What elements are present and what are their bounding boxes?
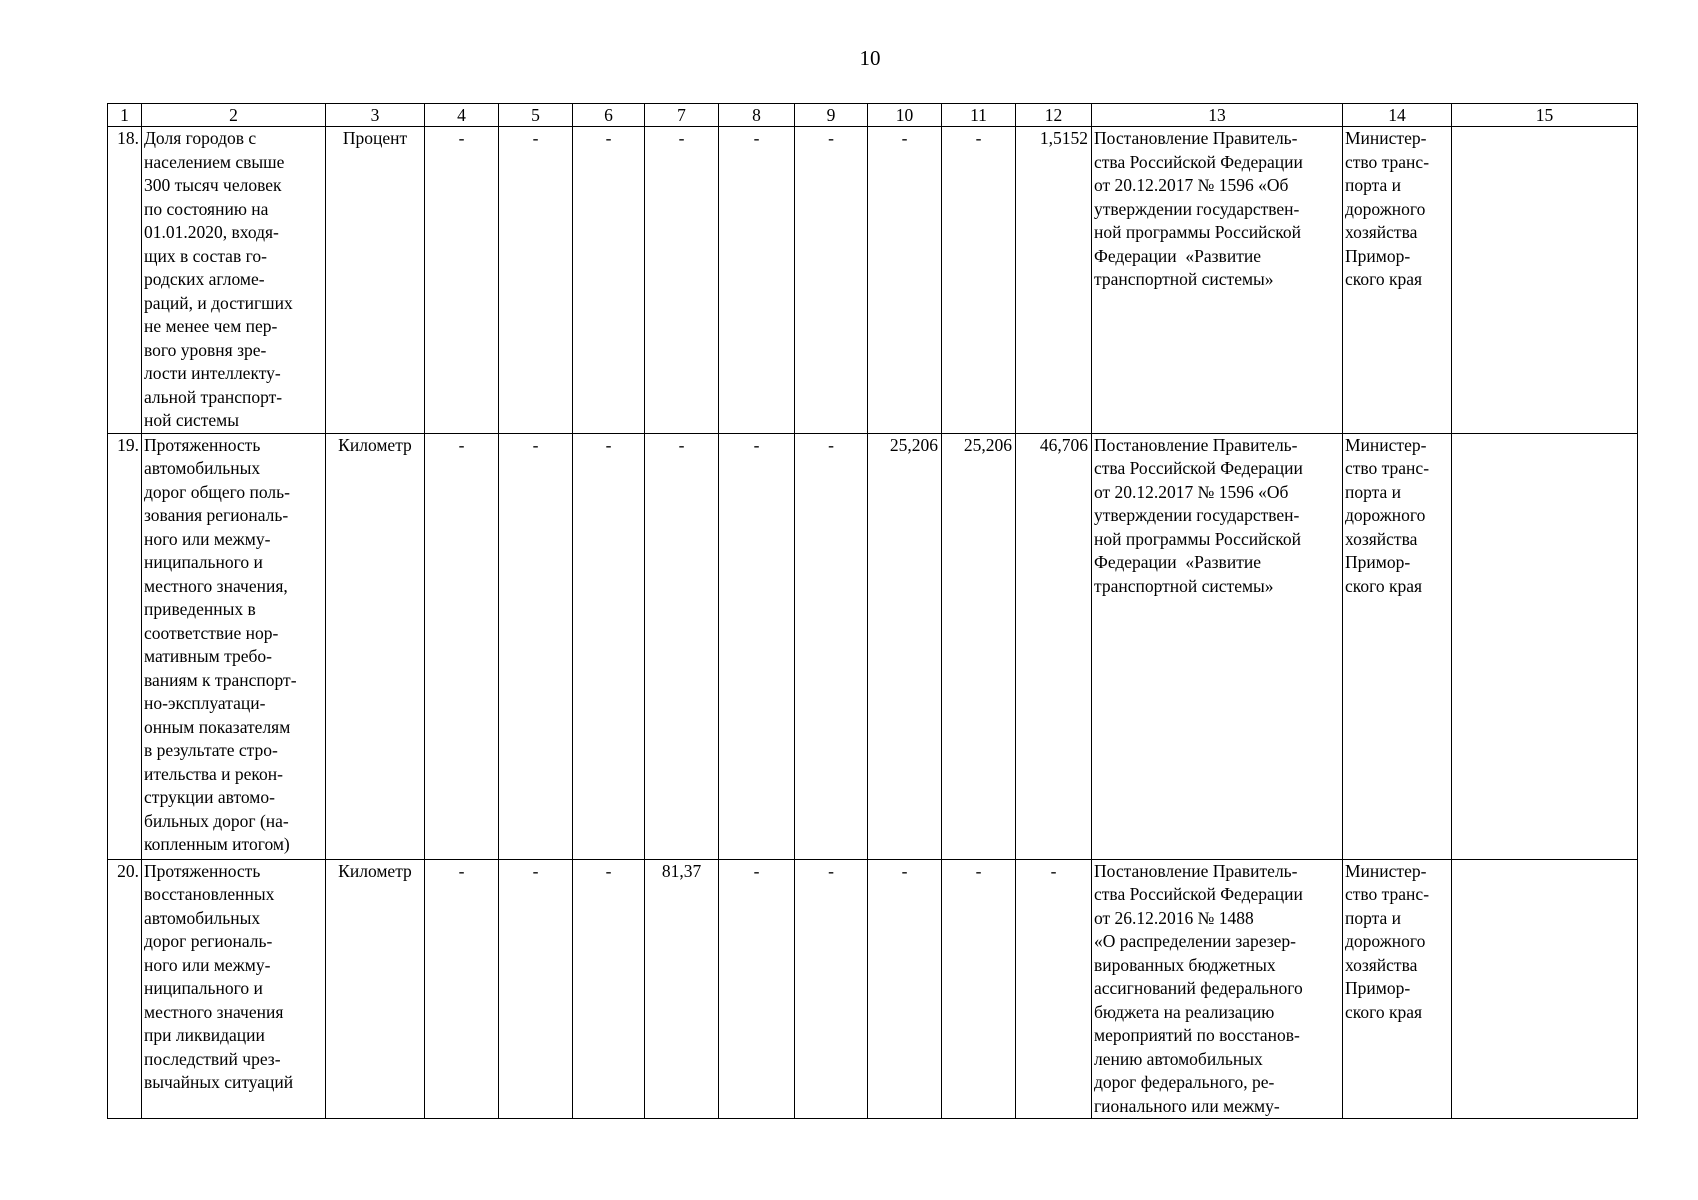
column-header: 8 [719, 104, 795, 127]
value-cell: 46,706 [1016, 433, 1092, 859]
indicators-table [107, 103, 1638, 1119]
value-cell: - [719, 433, 795, 859]
column-header: 3 [326, 104, 425, 127]
value-cell: - [795, 859, 868, 1119]
column-header: 2 [142, 104, 326, 127]
value-cell: - [573, 127, 645, 434]
value-cell: - [795, 433, 868, 859]
unit-cell: Километр [326, 433, 425, 859]
row-number: 19. [108, 433, 142, 859]
responsible-body: Министер- ство транс- порта и дорожного хозяйства Примор- ского края [1343, 433, 1452, 859]
column-header: 12 [1016, 104, 1092, 127]
indicator-name: Протяженность восстановленных автомобильных дорог региональ- ного или межму- ниципального и местного значения при ликвидации последствий чрез- вычайных ситуаций [142, 859, 326, 1119]
value-cell: 1,5152 [1016, 127, 1092, 434]
column-numbers-row [108, 104, 1638, 127]
column-header: 15 [1452, 104, 1638, 127]
column-header: 7 [645, 104, 719, 127]
column-header: 10 [868, 104, 942, 127]
value-cell: - [719, 127, 795, 434]
column-header: 6 [573, 104, 645, 127]
value-cell: - [645, 127, 719, 434]
indicator-name: Протяженность автомобильных дорог общего поль- зования региональ- ного или межму- ниципального и местного значения, приведенных в соответствие нор- мативным требо- ваниям к транспорт- но-эксплуатаци- онным показателям в результате стро- ительства и рекон- струкции автомо- бильных дорог (на- копленным итогом) [142, 433, 326, 859]
value-cell: 25,206 [942, 433, 1016, 859]
table-row [108, 859, 1638, 1119]
value-cell: - [1016, 859, 1092, 1119]
value-cell: - [499, 127, 573, 434]
value-cell: - [942, 859, 1016, 1119]
table-row [108, 433, 1638, 859]
value-cell: - [499, 859, 573, 1119]
value-cell: 81,37 [645, 859, 719, 1119]
value-cell: - [795, 127, 868, 434]
row-number: 18. [108, 127, 142, 434]
column-header: 14 [1343, 104, 1452, 127]
value-cell: - [573, 859, 645, 1119]
value-cell: - [425, 859, 499, 1119]
value-cell: - [425, 127, 499, 434]
value-cell: - [719, 859, 795, 1119]
value-cell: - [499, 433, 573, 859]
column-header: 9 [795, 104, 868, 127]
value-cell: - [942, 127, 1016, 434]
value-cell: - [425, 433, 499, 859]
column-header: 5 [499, 104, 573, 127]
column-header: 11 [942, 104, 1016, 127]
value-cell: 25,206 [868, 433, 942, 859]
column-header: 4 [425, 104, 499, 127]
row-number: 20. [108, 859, 142, 1119]
unit-cell: Процент [326, 127, 425, 434]
value-cell: - [645, 433, 719, 859]
legal-basis: Постановление Правитель- ства Российской Федерации от 26.12.2016 № 1488 «О распределении зарезер- вированных бюджетных ассигнований федерального бюджета на реализацию мероприятий по восстанов- лению автомобильных дорог федерального, ре- гионального или межму- [1092, 859, 1343, 1119]
column-15-cell [1452, 433, 1638, 859]
column-header: 1 [108, 104, 142, 127]
responsible-body: Министер- ство транс- порта и дорожного хозяйства Примор- ского края [1343, 127, 1452, 434]
unit-cell: Километр [326, 859, 425, 1119]
column-header: 13 [1092, 104, 1343, 127]
legal-basis: Постановление Правитель- ства Российской Федерации от 20.12.2017 № 1596 «Об утверждении государствен- ной программы Российской Федерации «Развитие транспортной системы» [1092, 127, 1343, 434]
responsible-body: Министер- ство транс- порта и дорожного хозяйства Примор- ского края [1343, 859, 1452, 1119]
column-15-cell [1452, 859, 1638, 1119]
legal-basis: Постановление Правитель- ства Российской Федерации от 20.12.2017 № 1596 «Об утверждении государствен- ной программы Российской Федерации «Развитие транспортной системы» [1092, 433, 1343, 859]
column-15-cell [1452, 127, 1638, 434]
value-cell: - [868, 859, 942, 1119]
table-row [108, 127, 1638, 434]
indicator-name: Доля городов с населением свыше 300 тысяч человек по состоянию на 01.01.2020, входя- щих в состав го- родских агломе- раций, и достигших не менее чем пер- вого уровня зре- лости интеллекту- альной транспорт- ной системы [142, 127, 326, 434]
value-cell: - [573, 433, 645, 859]
value-cell: - [868, 127, 942, 434]
page-number: 10 [859, 46, 881, 70]
